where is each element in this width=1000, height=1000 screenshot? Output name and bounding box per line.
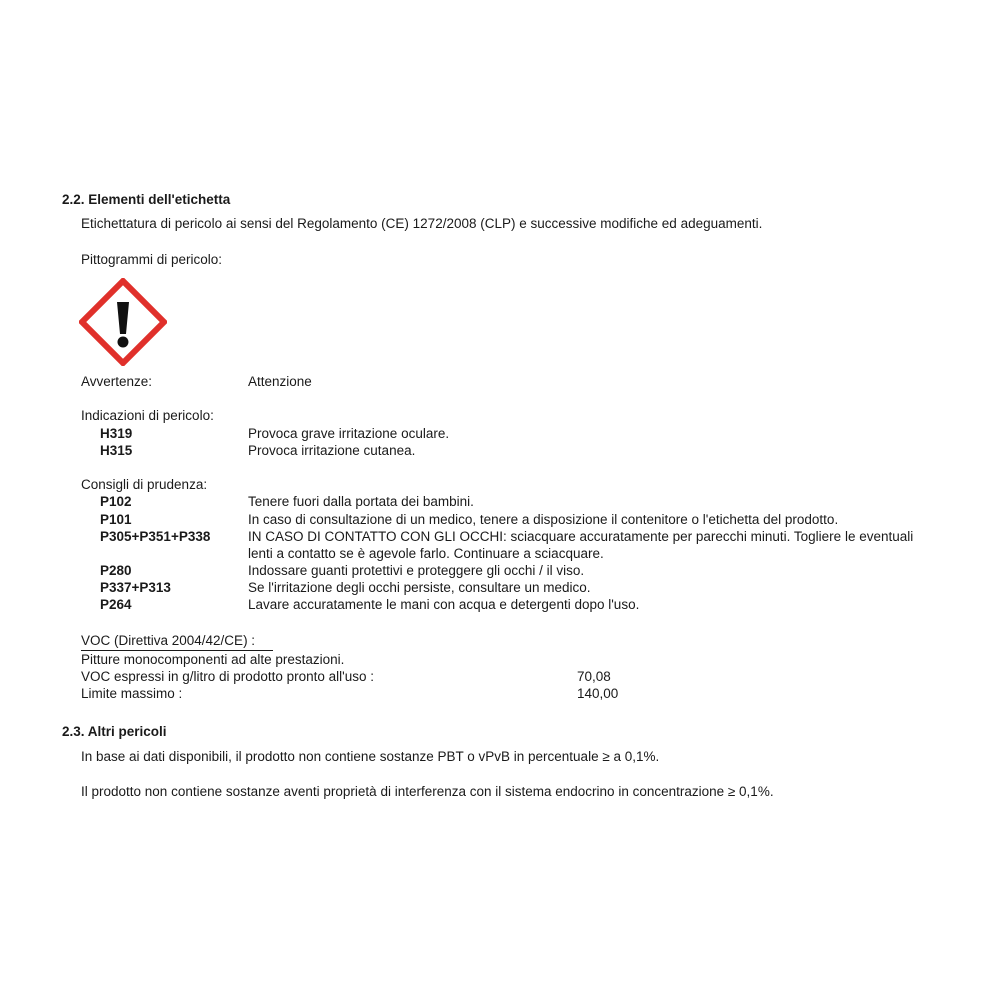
voc-category: Pitture monocomponenti ad alte prestazioni. (81, 652, 345, 667)
precaution-code: P264 (100, 597, 132, 612)
precaution-text: Indossare guanti protettivi e proteggere gli occhi / il viso. (248, 563, 585, 578)
precaution-code: P101 (100, 512, 132, 527)
voc-limit-label: Limite massimo : (81, 686, 183, 701)
precaution-code: P102 (100, 494, 132, 509)
voc-title: VOC (Direttiva 2004/42/CE) : (81, 633, 256, 648)
labelling-intro: Etichettatura di pericolo ai sensi del Regolamento (CE) 1272/2008 (CLP) e successive modifiche ed adeguamenti. (81, 216, 763, 231)
endocrine-statement: Il prodotto non contiene sostanze aventi proprietà di interferenza con il sistema endocrino in concentrazione ≥ 0,1%. (81, 784, 774, 799)
voc-expressed-value: 70,08 (577, 669, 611, 684)
precaution-text: Se l'irritazione degli occhi persiste, consultare un medico. (248, 580, 591, 595)
signal-word: Attenzione (248, 374, 312, 389)
voc-underline (81, 650, 273, 651)
precaution-code: P337+P313 (100, 580, 171, 595)
hazard-text: Provoca grave irritazione oculare. (248, 426, 450, 441)
signal-word-label: Avvertenze: (81, 374, 153, 389)
section-2-3-title: 2.3. Altri pericoli (62, 724, 167, 739)
pbt-statement: In base ai dati disponibili, il prodotto non contiene sostanze PBT o vPvB in percentuale ≥ a 0,1%. (81, 749, 660, 764)
precaution-code: P305+P351+P338 (100, 529, 211, 544)
precaution-text: Lavare accuratamente le mani con acqua e detergenti dopo l'uso. (248, 597, 640, 612)
precaution-text: IN CASO DI CONTATTO CON GLI OCCHI: sciacquare accuratamente per parecchi minuti. Togliere le eventuali (248, 529, 914, 544)
section-2-2-title: 2.2. Elementi dell'etichetta (62, 192, 231, 207)
precaution-text: Tenere fuori dalla portata dei bambini. (248, 494, 474, 509)
hazard-statements-label: Indicazioni di pericolo: (81, 408, 214, 423)
voc-limit-value: 140,00 (577, 686, 619, 701)
pictograms-label: Pittogrammi di pericolo: (81, 252, 223, 267)
hazard-text: Provoca irritazione cutanea. (248, 443, 416, 458)
ghs07-exclamation-mark-icon (79, 278, 167, 366)
precaution-code: P280 (100, 563, 132, 578)
precaution-text: In caso di consultazione di un medico, tenere a disposizione il contenitore o l'etichetta del prodotto. (248, 512, 839, 527)
voc-expressed-label: VOC espressi in g/litro di prodotto pronto all'uso : (81, 669, 374, 684)
precaution-text-continued: lenti a contatto se è agevole farlo. Continuare a sciacquare. (248, 546, 604, 561)
hazard-code: H319 (100, 426, 133, 441)
hazard-code: H315 (100, 443, 133, 458)
precautionary-statements-label: Consigli di prudenza: (81, 477, 208, 492)
